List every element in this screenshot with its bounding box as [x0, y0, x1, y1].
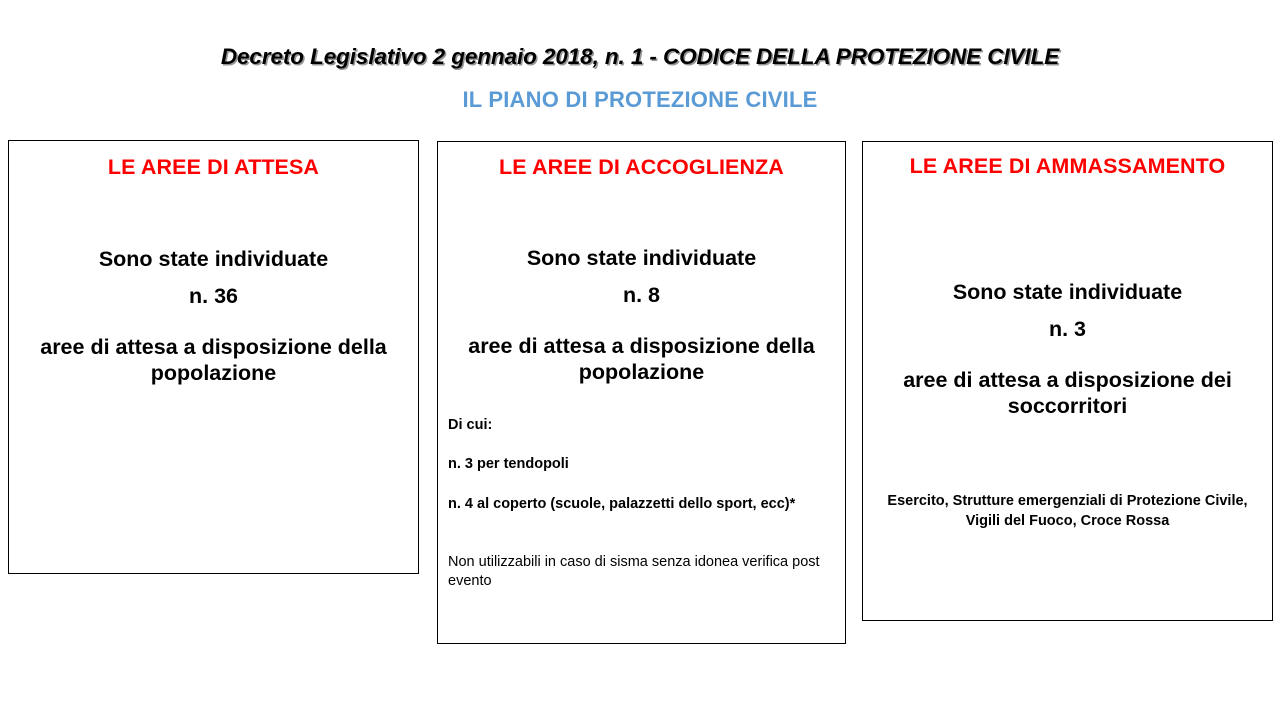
box-attesa-line-1: Sono state individuate	[98, 247, 329, 271]
box-ammassamento-note: Esercito, Strutture emergenziali di Protezione Civile, Vigili del Fuoco, Croce Rossa	[887, 493, 1248, 529]
box-ammassamento-line-1: Sono state individuate	[952, 280, 1183, 304]
box-accoglienza-footnote: Non utilizzabili in caso di sisma senza idonea verifica post evento	[448, 554, 820, 589]
box-title-aree-di-attesa: LE AREE DI ATTESA	[107, 155, 320, 179]
box-accoglienza-detail-intro: Di cui:	[448, 417, 493, 433]
box-title-aree-di-ammassamento: LE AREE DI AMMASSAMENTO	[909, 154, 1226, 178]
box-aree-di-accoglienza	[437, 141, 846, 644]
box-accoglienza-line-3: aree di attesa a disposizione della popolazione	[468, 334, 815, 385]
box-accoglienza-detail-tendopoli: n. 3 per tendopoli	[448, 456, 569, 472]
box-accoglienza-line-1: Sono state individuate	[526, 246, 757, 270]
box-ammassamento-count: n. 3	[1048, 317, 1087, 341]
box-attesa-line-3: aree di attesa a disposizione della popolazione	[40, 335, 387, 386]
box-title-aree-di-accoglienza: LE AREE DI ACCOGLIENZA	[499, 155, 784, 179]
box-ammassamento-line-3: aree di attesa a disposizione dei soccorritori	[903, 368, 1232, 419]
box-accoglienza-detail-coperto: n. 4 al coperto (scuole, palazzetti dello sport, ecc)*	[448, 496, 796, 512]
box-aree-di-ammassamento	[862, 141, 1273, 621]
box-aree-di-attesa	[8, 140, 419, 574]
plan-subtitle: IL PIANO DI PROTEZIONE CIVILE	[462, 87, 818, 112]
decree-title: Decreto Legislativo 2 gennaio 2018, n. 1 - CODICE DELLA PROTEZIONE CIVILE	[220, 44, 1060, 69]
box-accoglienza-count: n. 8	[622, 283, 661, 307]
box-attesa-count: n. 36	[189, 284, 238, 308]
